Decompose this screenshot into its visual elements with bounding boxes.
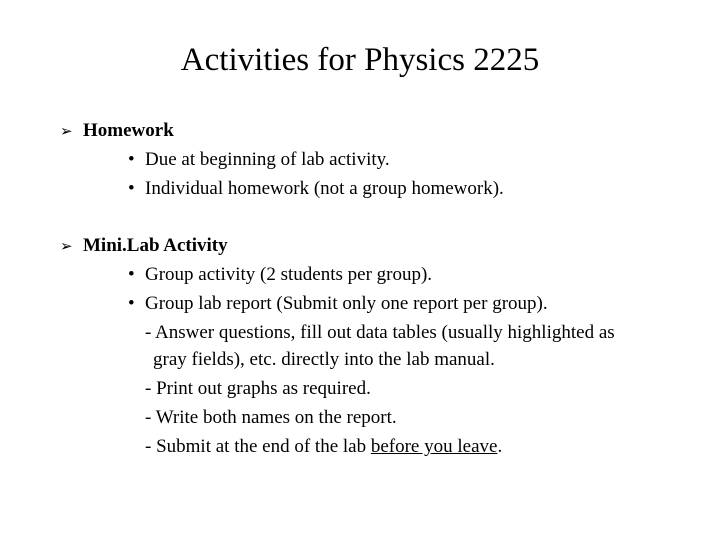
minilab-bullet-text: Group activity (2 students per group). (145, 264, 433, 285)
bullet-icon: • (128, 264, 135, 285)
arrow-bullet-icon: ➢ (60, 237, 73, 255)
minilab-bullet-text: Group lab report (Submit only one report per group). (145, 293, 548, 314)
homework-bullet-text: Due at beginning of lab activity. (145, 149, 390, 170)
detail-line-continuation: gray fields), etc. directly into the lab manual. (153, 349, 495, 370)
arrow-bullet-icon: ➢ (60, 122, 73, 140)
detail-line: - Answer questions, fill out data tables (usually highlighted as (145, 322, 615, 343)
detail-text-suffix: . (497, 436, 503, 457)
underlined-emphasis: before you leave (370, 436, 498, 457)
detail-line (145, 434, 502, 460)
homework-heading-text: Homework (83, 120, 174, 141)
homework-bullet-text: Individual homework (not a group homework). (145, 178, 504, 199)
bullet-icon: • (128, 178, 135, 199)
bullet-icon: • (128, 293, 135, 314)
bullet-icon: • (128, 149, 135, 170)
detail-text: - Submit at the end of the lab (145, 436, 371, 457)
minilab-heading-text: Mini.Lab Activity (83, 235, 228, 256)
detail-line: - Write both names on the report. (145, 407, 397, 428)
page-title: Activities for Physics 2225 (180, 42, 540, 78)
detail-line: - Print out graphs as required. (145, 378, 371, 399)
